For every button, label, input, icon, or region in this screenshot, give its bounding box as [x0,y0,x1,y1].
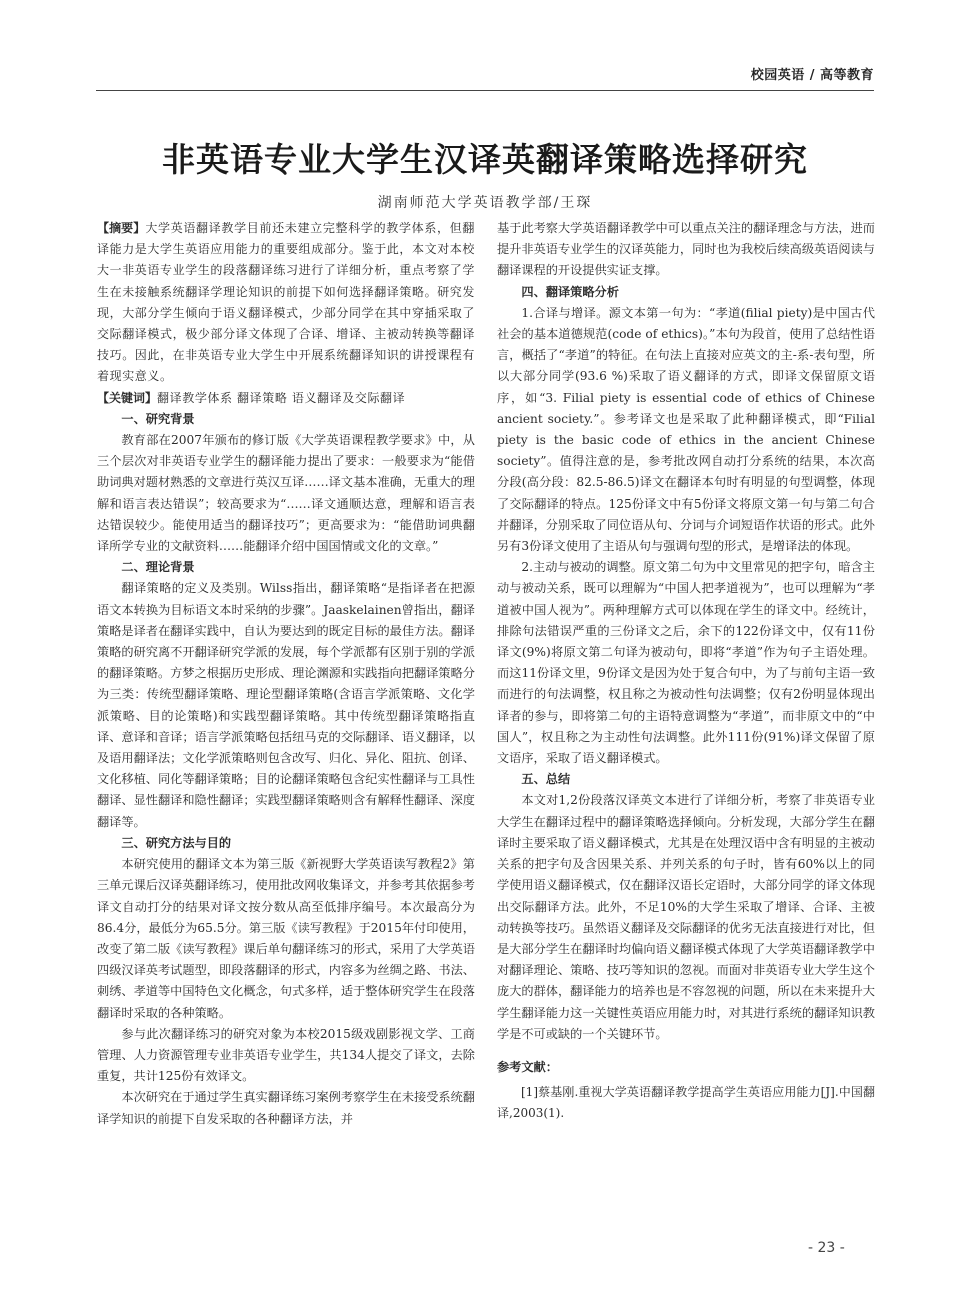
page-number: - 23 - [808,1240,845,1256]
running-head: 校园英语 / 高等教育 [750,68,874,83]
reference-item: [1]蔡基刚.重视大学英语翻译教学提高学生英语应用能力[J].中国翻译,2003(1). [497,1085,875,1121]
paragraph: 参与此次翻译练习的研究对象为本校2015级戏剧影视文学、工商管理、人力资源管理专业非英语专业学生，共134人提交了译文，去除重复，共计125份有效译文。 [97,1026,475,1084]
header-rule [96,90,874,91]
abstract [97,218,475,388]
abstract-text: 大学英语翻译教学目前还未建立完整科学的教学体系，但翻译能力是大学生英语应用能力的重要组成部分。鉴于此，本文对本校大一非英语专业学生的段落翻译练习进行了详细分析，重点考察了学生在未接触系统翻译学理论知识的前提下如何选择翻译策略。研究发现，大部分学生倾向于语义翻译模式，少部分同学在其中穿插采取了交际翻译模式，极少部分译文体现了合译、增译、主被动转换等翻译技巧。因此，在非英语专业大学生中开展系统翻译知识的讲授课程有着现实意义。 [97,221,476,384]
author-line: 湖南师范大学英语教学部/王琛 [377,195,593,211]
right-column [497,218,875,1125]
paragraph: 翻译策略的定义及类别。Wilss指出，翻译策略“是指译者在把源语文本转换为目标语文本时采纳的步骤”。Jaaskelainen曾指出，翻译策略是译者在翻译实践中，自认为要达到的既定目标的最佳方法。翻译策略的研究离不开翻译研究学派的发展，每个学派都有区别于别的学派的翻译策略。方梦之根据历史形成、理论渊源和实践指向把翻译策略分为三类：传统型翻译策略、理论型翻译策略(含语言学派策略、文化学派策略、目的论策略)和实践型翻译策略。其中传统型翻译策略指直译、意译和音译；语言学派策略包括纽马克的交际翻译、语义翻译，以及语用翻译法；文化学派策略则包含改写、归化、异化、阻抗、创译、文化移植、同化等翻译策略；目的论翻译策略包含纪实性翻译与工具性翻译、显性翻译和隐性翻译；实践型翻译策略则含有解释性翻译、深度翻译等。 [97,581,475,829]
section-heading-5: 五、总结 [521,772,571,787]
section-heading-3: 三、研究方法与目的 [121,835,232,850]
left-column [97,218,475,1130]
keywords [97,388,475,409]
section-heading-1: 一、研究背景 [121,411,195,426]
paragraph: 本研究使用的翻译文本为第三版《新视野大学英语读写教程2》第三单元课后汉译英翻译练习，使用批改网收集译文，并参考其依据参考译文自动打分的结果对译文按分数从高至低排序编号。本次最高分为86.4分，最低分为65.5分。第三版《读写教程》于2015年付印使用，改变了第二版《读写教程》课后单句翻译练习的形式，采用了大学英语四级汉译英考试题型，即段落翻译的形式，内容多为丝绸之路、书法、刺绣、孝道等中国特色文化概念，句式多样，适于整体研究学生在段落翻译时采取的各种策略。 [97,857,475,1020]
paragraph: 本文对1,2份段落汉译英文本进行了详细分析，考察了非英语专业大学生在翻译过程中的翻译策略选择倾向。分析发现，大部分学生在翻译时主要采取了语义翻译模式，尤其是在处理汉语中含有明显的主被动关系的把字句及含因果关系、并列关系的句子时，皆有60%以上的同学使用语义翻译模式，仅在翻译汉语长定语时，大部分同学的译文体现出交际翻译方法。此外，不足10%的大学生采取了增译、合译、主被动转换等技巧。虽然语义翻译及交际翻译的优劣无法直接进行对比，但是大部分学生在翻译时均偏向语义翻译模式体现了大学英语翻译教学中对翻译理论、策略、技巧等知识的忽视。而面对非英语专业大学生这个庞大的群体，翻译能力的培养也是不容忽视的问题，所以在未来提升大学生翻译能力这一关键性英语应用能力时，对其进行系统的翻译知识教学是不可或缺的一个关键环节。 [497,793,875,1041]
paragraph: 本次研究在于通过学生真实翻译练习案例考察学生在未接受系统翻译学知识的前提下自发采取的各种翻译方法，并 [97,1090,475,1126]
abstract-label: 【摘要】 [97,221,146,235]
paragraph: 2.主动与被动的调整。原文第二句为中文里常见的把字句，暗含主动与被动关系，既可以理解为“中国人把孝道视为”，也可以理解为“孝道被中国人视为”。两种理解方式可以体现在学生的译文中。经统计，排除句法错误严重的三份译文之后，余下的122份译文中，仅有11份译文(9%)将原文第二句译为被动句，即将“孝道”作为句子主语处理。而这11份译文里，9份译文是因为处于复合句中，为了与前句主语一致而进行的句法调整，权且称之为被动性句法调整；仅有2份明显体现出译者的参与，即将第二句的主语特意调整为“孝道”，而非原文中的“中国人”，权且称之为主动性句法调整。此外111份(91%)译文保留了原文语序，采取了语义翻译模式。 [497,560,875,766]
paragraph: 教育部在2007年颁布的修订版《大学英语课程教学要求》中，从三个层次对非英语专业学生的翻译能力提出了要求：一般要求为“能借助词典对题材熟悉的文章进行英汉互译……译文基本准确，无重大的理解和语言表达错误”；较高要求为“……译文通顺达意，理解和语言表达错误较少。能使用适当的翻译技巧”；更高要求为：“能借助词典翻译所学专业的文献资料……能翻译介绍中国国情或文化的文章。” [97,433,475,554]
section-heading-2: 二、理论背景 [121,560,195,575]
keywords-text: 翻译教学体系 翻译策略 语义翻译及交际翻译 [157,390,406,405]
references-heading: 参考文献： [497,1059,558,1074]
paragraph: 1.合译与增译。源文本第一句为：“孝道(filial piety)是中国古代社会的基本道德规范(code of ethics)。”本句为段首，使用了总结性语言，概括了“孝道”的特征。在句法上直接对应英文的主-系-表句型，所以大部分同学(93.6 %)采取了语义翻译的方式，即译文保留原文语序，如“3. Filial piety is essential code of ethics of Chinese ancient society.”。参考译文也是采取了此种翻译模式，即“Filial piety is the basic code of ethics in the ancient Chinese society”。值得注意的是，参考批改网自动打分系统的结果，本次高分段(高分段：82.5-86.5)译文在翻译本句时有明显的句型调整，体现了交际翻译的特点。125份译文中有5份译文将原文第一句与第二句合并翻译，分别采取了同位语从句、分词与介词短语作状语的形式。此外另有3份译文使用了主语从句与强调句型的形式，是增译法的体现。 [497,305,875,554]
section-heading-4: 四、翻译策略分析 [521,284,619,299]
article-title: 非英语专业大学生汉译英翻译策略选择研究 [162,140,808,179]
keywords-label: 【关键词】 [97,390,158,405]
paragraph-continued: 基于此考察大学英语翻译教学中可以重点关注的翻译理念与方法，进而提升非英语专业学生的汉译英能力，同时也为我校后续高级英语阅读与翻译课程的开设提供实证支撑。 [497,221,875,278]
